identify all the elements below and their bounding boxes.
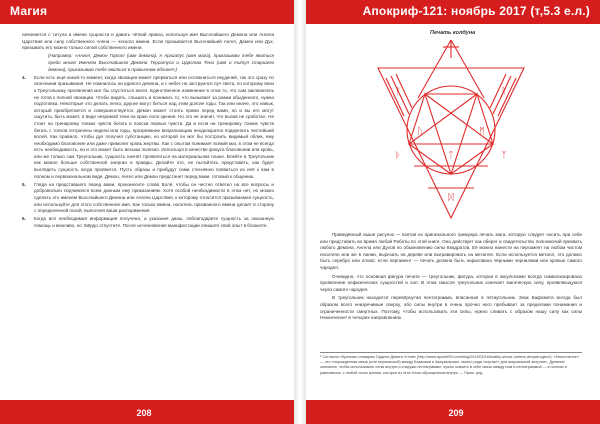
- intro-paragraph: начинается с титула и имени сущности и давать чёткий приказ, используя имя Высочайшего Демона или Ангела Царствия или силу собственного члена — ческого имени. Если призывается Высочайший Ангел, Демон или Дух, призывать его можно только силой собственного имени.: [22, 32, 274, 51]
- right-page-number: 209: [448, 408, 464, 418]
- list-item: [22, 182, 274, 215]
- book-gutter: [294, 0, 306, 424]
- seal-glyph: ᚠ: [395, 87, 401, 97]
- left-page-header: Магия: [10, 4, 48, 18]
- body-paragraph: Приведённый выше рисунок — взятая из оригинального гримуара печать мага, которую следует носить при себе или представить во время любой Работы по этой книге. Она действует как оберег и свидетельство полномочий призвать любого Демона, Ангела или Духов по обыкновению силы Квадратов. Её можно нанести на пергамент на любом чистом носителе или же в линии, вырезать на дереве или выгравировать на металле. Если используется металл, это должно быть серебро или олово; если пергамент — печать должна быть нарисована чёрными чернилами или кровью самого чародея.: [320, 232, 582, 270]
- seal-glyph: ᚢ: [417, 127, 423, 137]
- right-footer-band: [306, 400, 600, 424]
- left-page-number: 208: [136, 408, 152, 418]
- left-header-band: [0, 0, 294, 24]
- seal-glyph: ᚦ: [395, 151, 401, 161]
- step-list: [22, 75, 274, 230]
- right-page-header: Апокриф-121: ноябрь 2017 (т,5.3 е.л.): [362, 4, 590, 18]
- list-text: Когда вся необходимая информация получена, а указания даны, поблагодарите сущность за оказанную помощь и вежливо, но твёрдо отпустите. После исчезновения манифестации опишите свой опыт в блокноте.: [34, 216, 274, 228]
- list-number: 6.: [22, 216, 26, 222]
- seal-glyph: ᛉ: [501, 151, 507, 161]
- list-text: Гляда на представшего перед вами, произнесите слово Боля, чтобы он честно ответил на все вопросы и добровольно подчинился всем данным ему приказаниям. Хотя особой необходимости в этом нет, но можно сделать это именем Высочайшего Демона или Ангела Царствия, к которому относится призываемая сущность, или используйте для этого собственное имя. Как только имена, носитель призванного имени делает в сторону с определенной позой, выполняя ваши распоряжения.: [34, 181, 274, 214]
- example-paragraph: (Например: «Ангел, Демон Горлал (имя демона), я Архиапус (имя мага), приказываю тебе явиться предо мною! Именем Высочайшего Демона Терратуса и Царства Тени (имя и титул старшего демона), приказываю тебе явиться в привычном облике!»): [48, 53, 274, 72]
- body-paragraph: В треугольник находится перевёрнутая пентаграмма, вписанная в пятиугольник. Знак Бафомета всегда был образом всего неизречимые сверху, обо силы внутри в очень прочно него пребывает за пределами понимания и ограниченности смертных. Поэтому, чтобы использовать эти силы, нужно сливать с образом нашу силу как силы Неконченое¹ в четырех направлениях.: [320, 295, 582, 321]
- seal-glyph: ᛏ: [448, 151, 454, 161]
- sorcerer-seal-figure: [358, 38, 544, 224]
- left-footer-band: [0, 400, 294, 424]
- list-item: [22, 75, 274, 181]
- body-paragraph: Очевидно, что основная фигура печати — треугольник, фигура, которая в оккультизме всегда символизировала проявление нефизических сущностей и сил. В этом смысле треугольник означает магическую силу, проявляющуюся через самого чародея.: [320, 273, 582, 292]
- seal-glyph: ᛞ: [448, 193, 454, 203]
- seal-glyph: ᚱ: [501, 87, 507, 97]
- list-text: Если есть ещё какой-то момент, когда эвокация может прерваться или осложниться неудачей, так это сразу по окончании призывания. Не помнилось ни единого демона, и с небес не заструился луч света, по которому вниз к Треугольнику проявления мог бы спуститься ангел. Единственное изменение в этом то, что сам заклинатель не готов к полной эвокации. Чтобы видеть, слышать и понимать то, что вызывает за рамки обыденного, нужна подготовка. Некоторые это делать легко, другие могут биться над этим долгие годы. Так или иначе, это навык, который приобретается и совершенствуется. Демон может стоять прямо перед вами, но и вы его могут ощутить, быть может, в виде незримой тени на краю поля зрения. Но это не значит, что вызов не сработал. Не стоит на тренировку тонких чувств бегать в поиски первых чувств. Да и если ни тренировку тонких чувств бегать с толков потрачены недели или годы, прозревание визуализацию неоднократно подкрепить чистейшей волей. Как правило, чтобы дух получил субстанцию, из которой он мог бы построить видимый облик, ему необходимо благовоние или даже примолит кровь жертвы. Как с опытом понимает всякий маг, в этом не всегда есть необходимость, но и это может быть весьма полезно. Используя в качестве фокуса благовонии или кровь, или же только сам Треугольник, сущность начнёт проявляться на материальном плане. Влейте в Треугольник как можно больше собственной энергии и правды. Делайте это, не пытайтесь представить, как будет выглядеть сущность когда проявится. Пусть образы и прибудут сами стеснённо появиться из неё к вам в полном и первоначальном виде. Демон, Ангел или Демон предстанет перед вами, готовый к общению.: [34, 74, 274, 179]
- right-page-body: [320, 232, 582, 324]
- right-header-band: [306, 0, 600, 24]
- seal-glyph: ᛗ: [479, 127, 485, 137]
- footnote: ¹ Согласно «Кратким словарям Ордена Девяти Углов» (http://www.apokrif93.com/blog/2013/02/16/kratkiy-slovar-ordena-devyati-uglov/): «Неконченое» — это «порожденная связь (или перемычкой) между Казаками и Акаузальным, своего рода «портал» для акаузальной энергии». Древние описания, чтобы использовать силы внутри и снаружи пентаграммы, нужно освоить в себе связь между ним и пентаграммой — в полном и равновесии, с любой точки зрения, которое из этих точек обращенным внутрь — Прим. ред.: [320, 352, 582, 376]
- left-page-body: [22, 32, 274, 390]
- list-item: [22, 216, 274, 229]
- figure-title: Печать колдуна: [430, 30, 476, 36]
- list-number: 4.: [22, 74, 26, 80]
- list-number: 5.: [22, 181, 26, 187]
